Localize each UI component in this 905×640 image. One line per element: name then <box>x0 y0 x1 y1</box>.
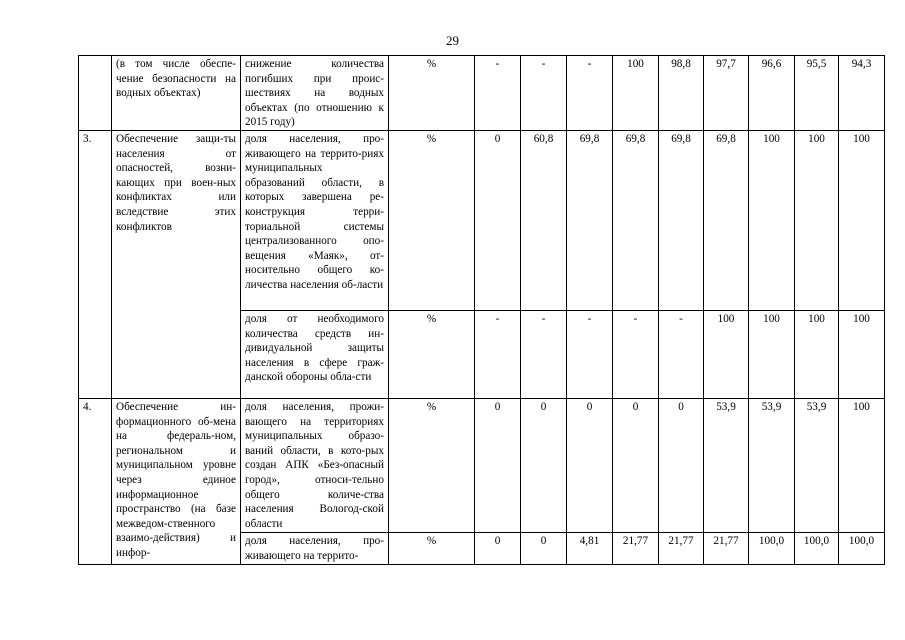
unit-cell: % <box>389 399 475 533</box>
value-cell: 0 <box>613 399 659 533</box>
value-cell: 0 <box>475 399 521 533</box>
unit-cell: % <box>389 533 475 565</box>
value-cell: 100 <box>795 311 839 399</box>
value-cell: 21,77 <box>613 533 659 565</box>
value-cell: - <box>521 56 567 131</box>
value-cell: 95,5 <box>795 56 839 131</box>
direction-cell: (в том числе обеспе-чение безопасности на водных объектах) <box>112 56 241 131</box>
value-cell: 21,77 <box>704 533 749 565</box>
row-number <box>79 56 112 131</box>
unit-cell: % <box>389 311 475 399</box>
table-row <box>79 399 885 533</box>
value-cell: 100 <box>795 131 839 311</box>
value-cell: 100 <box>839 311 885 399</box>
indicator-cell: снижение количества погибших при проис-шествиях на водных объектах (по отношению к 2015 году) <box>241 56 389 131</box>
value-cell: 69,8 <box>659 131 704 311</box>
indicator-cell: доля населения, прожи-вающего на территориях муниципальных образо-ваний области, в кото-рых создан АПК «Без-опасный город», относи-тельно общего количе-ства населения Вологод-ской области <box>241 399 389 533</box>
indicators-table <box>78 55 885 565</box>
value-cell: 60,8 <box>521 131 567 311</box>
value-cell: 100 <box>839 399 885 533</box>
value-cell: 100,0 <box>749 533 795 565</box>
value-cell: 69,8 <box>704 131 749 311</box>
value-cell: 0 <box>567 399 613 533</box>
value-cell: 69,8 <box>567 131 613 311</box>
value-cell: 94,3 <box>839 56 885 131</box>
value-cell: 0 <box>521 399 567 533</box>
value-cell: - <box>567 311 613 399</box>
indicator-cell: доля населения, про-живающего на террито- <box>241 533 389 565</box>
value-cell: 100,0 <box>839 533 885 565</box>
direction-cell: Обеспечение защи-ты населения от опасностей, возни-кающих при воен-ных конфликтах или вследствие этих конфликтов <box>112 131 241 399</box>
value-cell: 4,81 <box>567 533 613 565</box>
value-cell: 53,9 <box>704 399 749 533</box>
value-cell: 0 <box>521 533 567 565</box>
value-cell: 100 <box>613 56 659 131</box>
value-cell: 53,9 <box>795 399 839 533</box>
value-cell: 100 <box>749 311 795 399</box>
indicator-cell: доля от необходимого количества средств ин-дивидуальной защиты населения в сфере граж-данской обороны обла-сти <box>241 311 389 399</box>
value-cell: 69,8 <box>613 131 659 311</box>
value-cell: 100 <box>839 131 885 311</box>
indicator-cell: доля населения, про-живающего на террито-риях муниципальных образований области, в которых завершена ре-конструкция терри-ториальной системы централизованного опо-вещения «Маяк», от-носительно общего ко-личества населения об-ласти <box>241 131 389 311</box>
value-cell: 0 <box>475 131 521 311</box>
unit-cell: % <box>389 56 475 131</box>
table-row <box>79 56 885 131</box>
direction-cell: Обеспечение ин-формационного об-мена на федераль-ном, региональном и муниципальном уровне через единое информационное пространство (на базе межведом-ственного взаимо-действия) и инфор- <box>112 399 241 565</box>
value-cell: 53,9 <box>749 399 795 533</box>
unit-cell: % <box>389 131 475 311</box>
value-cell: 100 <box>749 131 795 311</box>
value-cell: 97,7 <box>704 56 749 131</box>
value-cell: - <box>613 311 659 399</box>
table-row <box>79 131 885 311</box>
value-cell: 0 <box>475 533 521 565</box>
value-cell: 98,8 <box>659 56 704 131</box>
value-cell: 100 <box>704 311 749 399</box>
value-cell: - <box>567 56 613 131</box>
value-cell: - <box>475 311 521 399</box>
value-cell: - <box>659 311 704 399</box>
row-number: 3. <box>79 131 112 399</box>
value-cell: - <box>521 311 567 399</box>
value-cell: - <box>475 56 521 131</box>
value-cell: 100,0 <box>795 533 839 565</box>
value-cell: 0 <box>659 399 704 533</box>
page-number: 29 <box>446 33 459 48</box>
row-number: 4. <box>79 399 112 565</box>
value-cell: 96,6 <box>749 56 795 131</box>
value-cell: 21,77 <box>659 533 704 565</box>
